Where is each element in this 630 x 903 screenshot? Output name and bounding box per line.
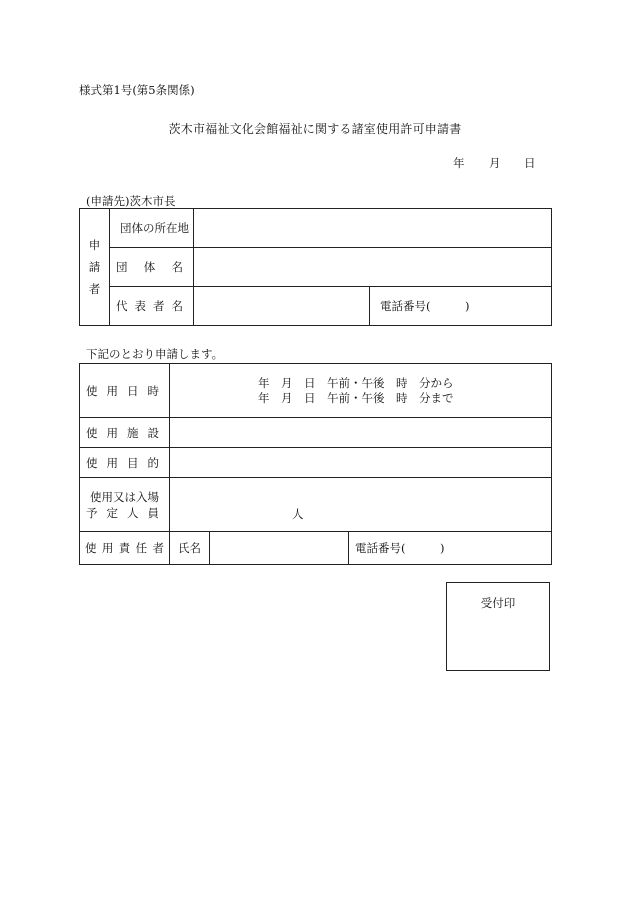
date-day: 日 [524, 156, 536, 170]
document-title: 茨木市福祉文化会館福祉に関する諸室使用許可申請書 [168, 122, 462, 136]
attendance-field[interactable] [170, 478, 552, 532]
representative-field[interactable] [194, 287, 370, 326]
usage-table [79, 363, 552, 565]
reception-stamp-box [446, 582, 550, 671]
applicant-table [79, 208, 552, 326]
attendance-unit: 人 [292, 507, 304, 521]
date-year: 年 [453, 156, 465, 170]
org-name-label: 団 体 名 [110, 248, 194, 287]
datetime-from: 年 月 日 午前・午後 時 分から [258, 375, 454, 390]
datetime-label: 使 用 日 時 [80, 364, 170, 418]
intro-text: 下記のとおり申請します。 [86, 347, 224, 361]
manager-name-label: 氏名 [170, 532, 210, 565]
datetime-field[interactable] [170, 364, 552, 418]
attendance-label: 使用又は入場 予 定 人 員 [80, 478, 170, 532]
org-address-field[interactable] [194, 209, 552, 248]
reception-stamp-label: 受付印 [480, 596, 516, 610]
purpose-field[interactable] [170, 448, 552, 478]
purpose-label: 使 用 目 的 [80, 448, 170, 478]
facility-field[interactable] [170, 418, 552, 448]
manager-label: 使 用 責 任 者 [80, 532, 170, 565]
representative-phone[interactable]: 電話番号( ) [370, 287, 552, 326]
manager-phone[interactable]: 電話番号( ) [349, 532, 552, 565]
addressee: (申請先)茨木市長 [86, 194, 176, 208]
applicant-group-label: 申 請 者 [80, 209, 110, 326]
facility-label: 使 用 施 設 [80, 418, 170, 448]
form-id: 様式第1号(第5条関係) [79, 83, 195, 97]
datetime-to: 年 月 日 午前・午後 時 分まで [258, 390, 454, 405]
org-name-field[interactable] [194, 248, 552, 287]
date-month: 月 [489, 156, 501, 170]
manager-name-field[interactable] [210, 532, 349, 565]
representative-label: 代 表 者 名 [110, 287, 194, 326]
org-address-label: 団体の所在地 [110, 209, 194, 248]
